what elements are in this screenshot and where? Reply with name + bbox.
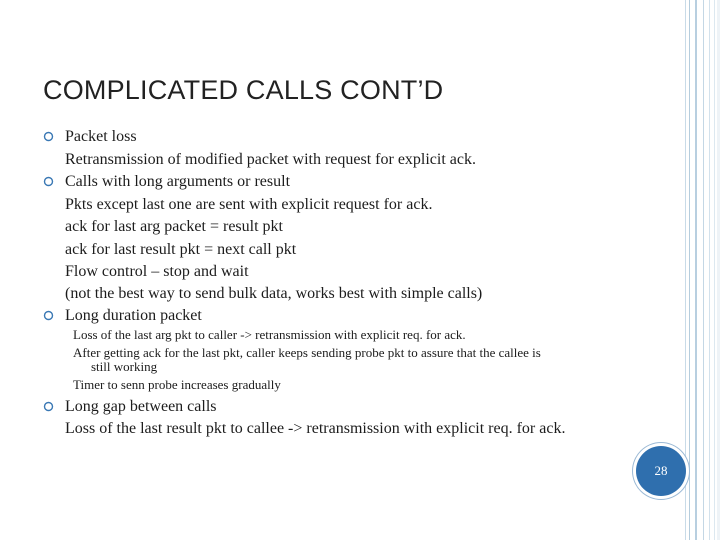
decorative-stripe bbox=[714, 0, 715, 540]
page-number-badge bbox=[636, 446, 686, 496]
sub-text: still working bbox=[91, 359, 158, 374]
page-number: 28 bbox=[654, 463, 668, 478]
body-text: ack for last arg packet = result pkt bbox=[65, 218, 283, 235]
decorative-stripe bbox=[703, 0, 704, 540]
sub-text: After getting ack for the last pkt, caller keeps sending probe pkt to assure that the callee is bbox=[73, 345, 541, 360]
slide-title: COMPLICATED CALLS CONT’D bbox=[43, 75, 444, 105]
decorative-stripe bbox=[695, 0, 697, 540]
bullet-text: Long duration packet bbox=[65, 307, 202, 324]
bullet-text: Calls with long arguments or result bbox=[65, 173, 291, 190]
body-text: Pkts except last one are sent with explicit request for ack. bbox=[65, 196, 433, 213]
hollow-circle-bullet-icon bbox=[43, 176, 54, 187]
decorative-stripe bbox=[689, 0, 690, 540]
sub-text: Timer to senn probe increases gradually bbox=[73, 377, 281, 392]
sub-text: Loss of the last arg pkt to caller -> retransmission with explicit req. for ack. bbox=[73, 327, 466, 342]
hollow-circle-bullet-icon bbox=[43, 131, 54, 142]
bullet-text: Long gap between calls bbox=[65, 398, 217, 415]
hollow-circle-bullet-icon bbox=[43, 401, 54, 412]
decorative-stripe bbox=[685, 0, 686, 540]
body-text: Loss of the last result pkt to callee -> retransmission with explicit req. for ack. bbox=[65, 420, 566, 437]
body-text: (not the best way to send bulk data, works best with simple calls) bbox=[65, 285, 483, 302]
hollow-circle-bullet-icon bbox=[43, 310, 54, 321]
bullet-text: Packet loss bbox=[65, 128, 137, 145]
body-text: Retransmission of modified packet with request for explicit ack. bbox=[65, 151, 476, 168]
body-text: Flow control – stop and wait bbox=[65, 263, 249, 280]
decorative-stripe bbox=[709, 0, 710, 540]
body-text: ack for last result pkt = next call pkt bbox=[65, 241, 297, 258]
